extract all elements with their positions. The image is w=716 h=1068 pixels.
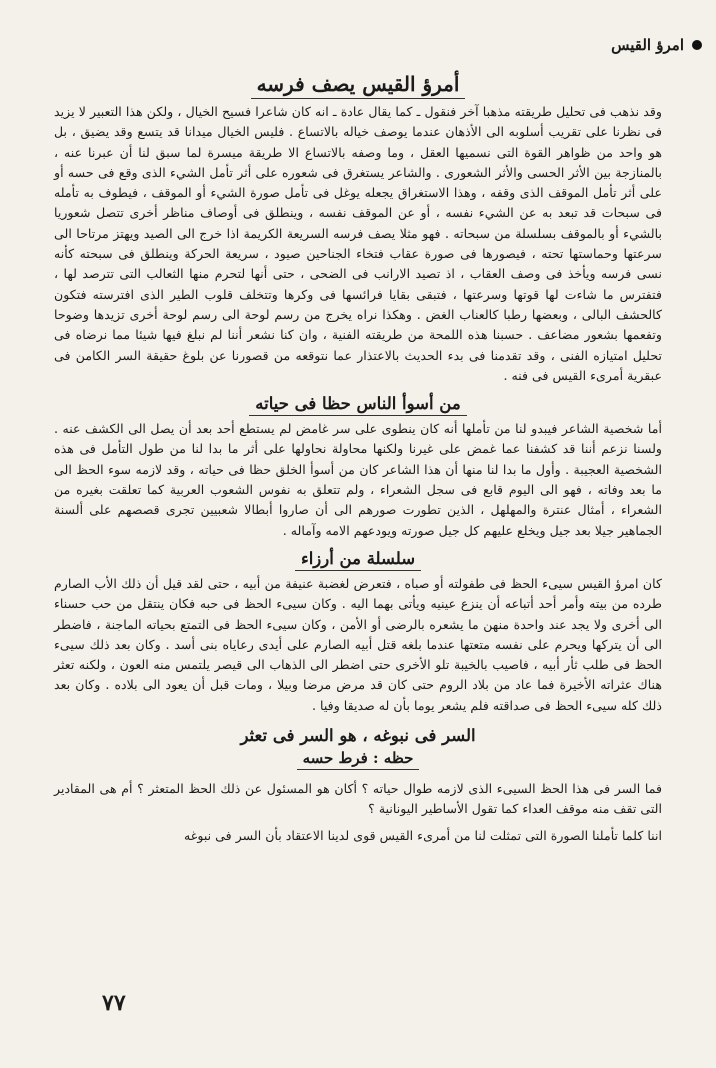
section-subtitle-4: حظه : فرط حسه xyxy=(54,749,662,767)
paragraph: كان امرؤ القيس سيىء الحظ فى طفولته أو صباه ، فتعرض لغضبة عنيفة من أبيه ، حتى لقد قيل أن ذلك الأب الصارم طرده من بيته وأمر أحد أتباعه أن ينزع عينيه ويأتى بهما اليه . وكان سيىء الحظ فى حبه فكان ينتقل من حب حسناء الى أخرى ولا يجد عند واحدة منهن ما يشعره بالرضى أو الأمن ، وكان سيىء الحظ فى التمتع بحياته الماجنة ، فاضطر الى أن يتركها ويحرم على نفسه متعتها عندما بلغه قتل أبيه الصارم على أيدى رعاياه بنى أسد . وكان بعد ذلك سيىء الحظ فى طلب ثأر أبيه ، فاصيب بالخيبة تلو الأخرى حتى اضطر الى الذهاب الى قيصر يلتمس منه العون ، ولكنه تعثر هناك عثراته الأخيرة فما عاد من بلاد الروم حتى كان قد مرض مرضا وبيلا ، ومات قبل أن يعود الى بلاده . وكان بعد ذلك كله سيىء الحظ فى صداقته فلم يشعر يوما بأن له صديقا وفيا . xyxy=(54,575,662,713)
section-title-1: أمرؤ القيس يصف فرسه xyxy=(54,72,662,96)
running-title: امرؤ القيس xyxy=(611,36,684,54)
paragraph: أما شخصية الشاعر فيبدو لنا من تأملها أنه كان ينطوى على سر غامض لم يستطع أحد بعد أن يصل الى الكشف عنه . ولسنا نزعم أننا قد كشفنا عما غمض على غيرنا ولكنها محاولة نحاولها على أثر ما بدا لنا من طول التأمل فى هذه الشخصية العجيبة . وأول ما بدا لنا منها أن هذا الشاعر كان من أسوأ الخلق حظا فى حياته ، وقد لازمه سوء الحظ الى ما بعد وفاته ، فهو الى اليوم قابع فى سجل الشعراء ، ولم تتعلق به نفوس الشعوب العربية كما تعلقت بغيره من الشعراء ، أمثال عنترة والمهلهل ، الذين تطورت صورهم الى أن صاروا أبطالا شعبيين تجرى قصصهم على ألسنة الجماهير جيلا بعد جيل ويخلع عليهم كل جيل صورته ويودعهم الامه وآماله . xyxy=(54,421,662,538)
section-title-4: السر فى نبوغه ، هو السر فى تعثر xyxy=(240,726,476,746)
section-title-3: سلسلة من أرزاء xyxy=(54,549,662,568)
bullet-icon xyxy=(692,40,702,50)
paragraph: وقد نذهب فى تحليل طريقته مذهبا آخر فنقول ـ كما يقال عادة ـ انه كان شاعرا فسيح الخيال ، ولكن هذا التعبير لا يزيد فى نظرنا على تقريب أسلوبه الى الأذهان عندما يوصف خياله بالاتساع . فليس الخيال ميدانا قد يتسع وقد يضيق ، بل هو واحد من ظواهر القوة التى نسميها العقل ، وما وصفه بالاتساع الا طريقة ميسرة لما سبق لنا أن عبرنا عنه ، بالمنازجة بين الأثر الحسى والأثر الشعورى . والشاعر يستغرق فى شعوره على أثر تأمل الشيء الذى وقع فى حسه أو على أثر تأمل الموقف الذى وقفه ، وهذا الاستغراق يجعله يوغل فى تأمل صورة الشيء أو الموقف ، فيطوف به تأمله فى سبحات قد تبعد به عن الشيء نفسه ، أو عن الموقف نفسه ، وينطلق فى أوصاف مناظر أخرى تتصل شعوريا بالشيء أو بالموقف بسلسلة من سبحاته . فهو مثلا يصف فرسه السريعة الكريمة اذا خرج الى الصيد ويهتز مرتاحا الى سرعتها وحماستها تحته ، فيصورها فى صورة عقاب فتخاء الجناحين صيود ، سريعة الحركة وينطلق فى سبحته كأنه نسى فرسه ويأخذ فى وصف العقاب ، اذ تصيد الارانب فى الضحى ، حتى أنها لتحرم منها الثعالب التى تترصد لها ، فتفترس ما شاءت لها قوتها وسرعتها ، فتبقى بقايا فرائسها فى وكرها وتتخلف قلوب الطير الذى افترسته فتكون كالحشف البالى ، وبعضها رطبا كالعناب الغض . وهكذا نراه يخرج من رسم لوحة الى رسم لوحة أخرى تزيدها وضوحا وتفعمها بشعور مضاعف . حسبنا هذه اللمحة من طريقته الفنية ، وان كنا نشعر أننا لم نبلغ فيها شيئا مما نرضاه فى تحليل امتيازه الفنى ، وقد تقدمنا فى بدء الحديث بالاعتذار عما نتوقعه من قصورنا عن بلوغ حقيقة السر الكامن فى عبقرية أمرىء القيس فى فنه . xyxy=(54,104,662,383)
paragraph: اننا كلما تأملنا الصورة التى تمثلت لنا من أمرىء القيس قوى لدينا الاعتقاد بأن السر فى نبوغه xyxy=(184,827,662,843)
article-body xyxy=(54,72,662,852)
running-header xyxy=(14,36,702,54)
section-title-2: من أسوأ الناس حظا فى حياته xyxy=(54,394,662,413)
page-number: ٧٧ xyxy=(102,990,126,1016)
paragraph: فما السر فى هذا الحظ السيىء الذى لازمه طوال حياته ؟ أكان هو المسئول عن ذلك الحظ المتعثر ؟ أم هى المقادير التى تقف منه موقف العداء كما تقول الأساطير اليونانية ؟ xyxy=(54,781,662,817)
